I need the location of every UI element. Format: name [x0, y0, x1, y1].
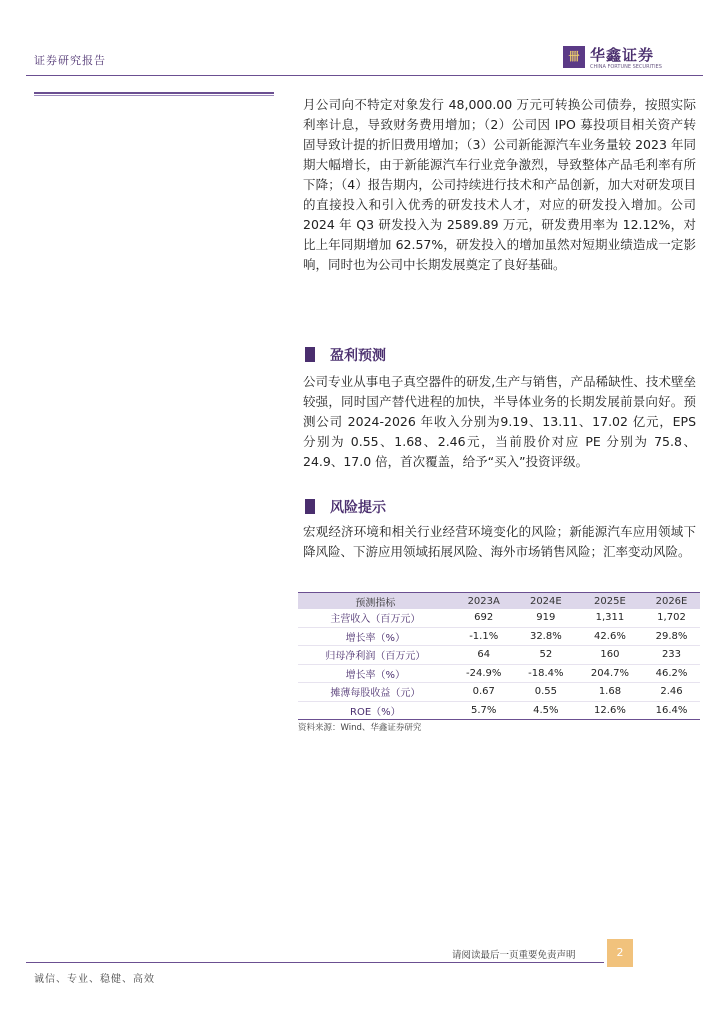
- table-cell: 16.4%: [643, 701, 700, 720]
- table-cell: 46.2%: [643, 664, 700, 683]
- risk-paragraph: 宏观经济环境和相关行业经营环境变化的风险；新能源汽车应用领域下降风险、下游应用领域拓展风险、海外市场销售风险；汇率变动风险。: [303, 524, 696, 559]
- table-header-cell: 2025E: [577, 593, 643, 610]
- logo-subtitle: CHINA FORTUNE SECURITIES: [590, 64, 662, 70]
- table-cell: 1,702: [643, 609, 700, 627]
- table-cell: 0.67: [453, 683, 515, 702]
- table-row-label: 增长率（%）: [298, 627, 453, 646]
- table-cell: 233: [643, 646, 700, 665]
- company-logo: [563, 44, 663, 74]
- table-row-label: ROE（%）: [298, 701, 453, 720]
- intro-section: [303, 95, 696, 275]
- table-cell: 32.8%: [515, 627, 577, 646]
- table-row: [298, 609, 700, 627]
- table-row: [298, 627, 700, 646]
- table-header-cell: 2024E: [515, 593, 577, 610]
- table-row-label: 增长率（%）: [298, 664, 453, 683]
- table-cell: 42.6%: [577, 627, 643, 646]
- table-cell: 64: [453, 646, 515, 665]
- table-cell: 52: [515, 646, 577, 665]
- header-divider: [26, 75, 703, 76]
- table-row: [298, 683, 700, 702]
- sidebar-divider-thin: [34, 95, 274, 96]
- table-cell: 160: [577, 646, 643, 665]
- table-cell: 5.7%: [453, 701, 515, 720]
- table-cell: 204.7%: [577, 664, 643, 683]
- risk-title: 风险提示: [330, 500, 386, 516]
- section-marker-icon: [305, 347, 315, 362]
- table-row: [298, 646, 700, 665]
- profit-forecast-paragraph: 公司专业从事电子真空器件的研发,生产与销售，产品稀缺性、技术壁垒较强，同时国产替代进程的加快，半导体业务的长期发展前景向好。预测公司 2024-2026 年收入分别为9.19、13.11、17.02 亿元，EPS 分别为 0.55、1.68、2.46元，当前股价对应 PE 分别为 75.8、24.9、17.0 倍，首次覆盖，给予“买入”投资评级。: [303, 374, 696, 469]
- page-number: 2: [607, 939, 633, 967]
- report-type-label: 证券研究报告: [34, 54, 106, 67]
- table-cell: 29.8%: [643, 627, 700, 646]
- table-cell: 12.6%: [577, 701, 643, 720]
- forecast-table: [298, 592, 700, 720]
- table-cell: 1.68: [577, 683, 643, 702]
- logo-name: 华鑫证券: [590, 46, 655, 64]
- footer-divider: [26, 962, 604, 963]
- disclaimer-note: 请阅读最后一页重要免责声明: [452, 950, 576, 961]
- table-cell: -18.4%: [515, 664, 577, 683]
- footer-motto: 诚信、专业、稳健、高效: [34, 974, 155, 985]
- table-row-label: 主营收入（百万元）: [298, 609, 453, 627]
- profit-forecast-title: 盈利预测: [330, 348, 386, 364]
- profit-forecast-section: [303, 372, 696, 472]
- table-cell: 1,311: [577, 609, 643, 627]
- table-row: [298, 664, 700, 683]
- table-header-cell: 2023A: [453, 593, 515, 610]
- table-source-note: 资料来源：Wind、华鑫证券研究: [298, 723, 422, 733]
- table-header-row: [298, 593, 700, 610]
- table-row-label: 摊薄每股收益（元）: [298, 683, 453, 702]
- table-cell: 919: [515, 609, 577, 627]
- risk-section: [303, 522, 696, 562]
- table-cell: 692: [453, 609, 515, 627]
- sidebar-divider: [34, 92, 274, 94]
- table-cell: -1.1%: [453, 627, 515, 646]
- table-cell: 4.5%: [515, 701, 577, 720]
- table-header-cell: 2026E: [643, 593, 700, 610]
- table-cell: -24.9%: [453, 664, 515, 683]
- table-row-label: 归母净利润（百万元）: [298, 646, 453, 665]
- table-cell: 0.55: [515, 683, 577, 702]
- section-marker-icon: [305, 499, 315, 514]
- table-row: [298, 701, 700, 720]
- intro-paragraph: 月公司向不特定对象发行 48,000.00 万元可转换公司债券，按照实际利率计息，导致财务费用增加；（2）公司因 IPO 募投项目相关资产转固导致计提的折旧费用增加；（3）公司新能源汽车业务量较 2023 年同期大幅增长，由于新能源汽车行业竞争激烈，导致整体产品毛利率有所下降；（4）报告期内，公司持续进行技术和产品创新，加大对研发项目的直接投入和引入优秀的研发技术人才，对应的研发投入增加。公司 2024 年 Q3 研发投入为 2589.89 万元，研发费用率为 12.12%，对比上年同期增加 62.57%，研发投入的增加虽然对短期业绩造成一定影响，同时也为公司中长期发展奠定了良好基础。: [303, 97, 696, 272]
- table-cell: 2.46: [643, 683, 700, 702]
- logo-mark-icon: 卌: [563, 46, 585, 68]
- table-header-cell: 预测指标: [298, 593, 453, 610]
